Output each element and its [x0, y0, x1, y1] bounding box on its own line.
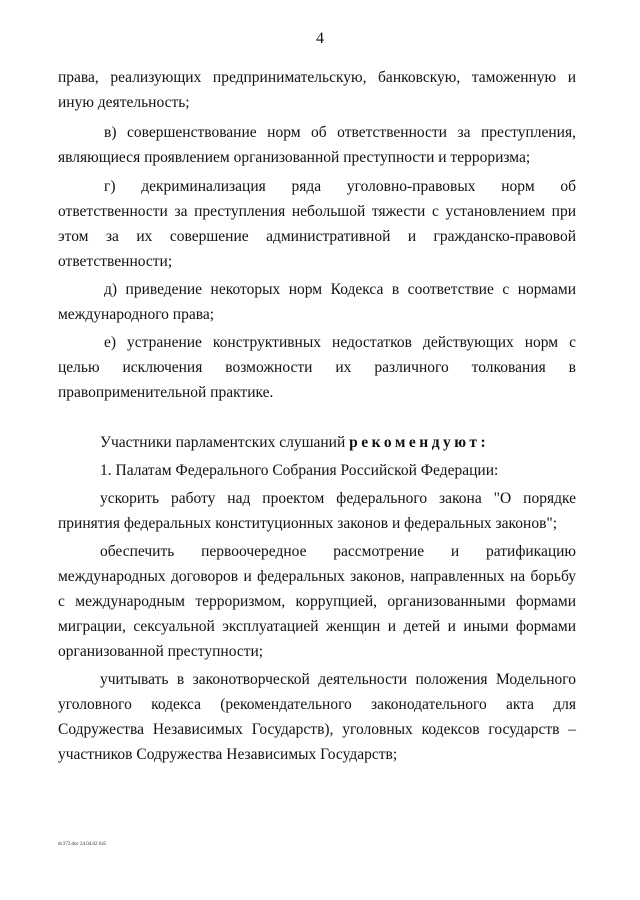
text-line: ответственности за преступления небольшой тяжести с установлением при [58, 203, 576, 220]
recommend-heading: рекомендуют: [349, 434, 490, 451]
text-line: этом за их совершение административной и гражданско-правовой [58, 228, 576, 245]
text-line [100, 433, 576, 453]
text-line: уголовного кодекса (рекомендательного законодательного акта для [58, 696, 576, 713]
text-line: иную деятельность; [58, 94, 190, 111]
text-line: в) совершенствование норм об ответственности за преступления, [104, 124, 576, 141]
text-line: ускорить работу над проектом федерального закона "О порядке [100, 490, 576, 507]
text-line: целью исключения возможности их различного толкования в [58, 359, 576, 376]
text-line: права, реализующих предпринимательскую, банковскую, таможенную и [58, 69, 576, 86]
text-line: Содружества Независимых Государств), уголовных кодексов государств – [58, 721, 576, 738]
text-line: международного права; [58, 306, 215, 323]
text-line: д) приведение некоторых норм Кодекса в соответствие с нормами [104, 281, 576, 298]
text-line: е) устранение конструктивных недостатков действующих норм с [104, 334, 576, 351]
text-line: организованной преступности; [58, 643, 264, 660]
footer-file-stamp: dc372.doc 24.04.02 645 [58, 842, 107, 847]
text-line: обеспечить первоочередное рассмотрение и ратификацию [100, 543, 576, 560]
text-line: участников Содружества Независимых Государств; [58, 746, 398, 763]
text-line: ответственности; [58, 253, 173, 270]
text-line: являющиеся проявлением организованной преступности и терроризма; [58, 149, 531, 166]
participants-text: Участники парламентских слушаний [100, 434, 346, 451]
text-line: с международным терроризмом, коррупцией, организованными формами [58, 593, 576, 610]
text-line: миграции, сексуальной эксплуатацией женщин и детей и иными формами [58, 618, 576, 635]
text-line: 1. Палатам Федерального Собрания Российской Федерации: [100, 462, 499, 479]
text-line: международных договоров и федеральных законов, направленных на борьбу [58, 568, 576, 585]
text-line: г) декриминализация ряда уголовно-правовых норм об [104, 178, 576, 195]
text-line: учитывать в законотворческой деятельности положения Модельного [100, 671, 576, 688]
text-line: принятия федеральных конституционных законов и федеральных законов"; [58, 515, 558, 532]
page-number: 4 [316, 30, 324, 47]
text-line: правоприменительной практике. [58, 384, 274, 401]
